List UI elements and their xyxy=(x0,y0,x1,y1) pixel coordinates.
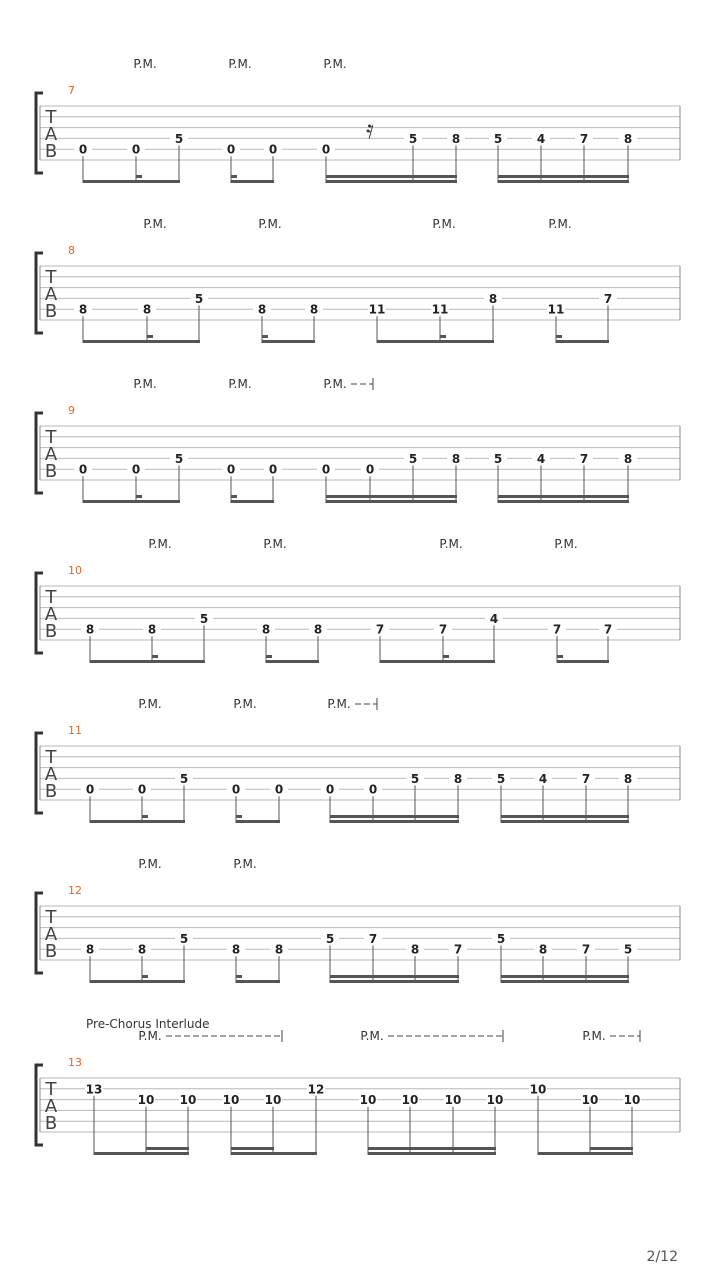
fret-number: 7 xyxy=(552,622,562,637)
tab-clef-letter: A xyxy=(44,1096,58,1117)
fret-number: 10 xyxy=(359,1093,377,1108)
fret-number: 8 xyxy=(137,942,147,957)
fret-number: 10 xyxy=(222,1093,240,1108)
fret-number: 0 xyxy=(85,782,95,797)
fret-number: 10 xyxy=(179,1093,197,1108)
fret-number: 7 xyxy=(581,942,591,957)
fret-number: 8 xyxy=(453,771,463,786)
beam xyxy=(231,180,274,183)
palm-mute-label: P.M. xyxy=(439,537,463,551)
tab-clef-letter: A xyxy=(44,764,58,785)
beam-stub xyxy=(443,655,449,658)
fret-number: 10 xyxy=(623,1093,641,1108)
fret-number: 10 xyxy=(581,1093,599,1108)
beam xyxy=(266,660,319,663)
fret-number: 7 xyxy=(579,131,589,146)
fret-number: 12 xyxy=(307,1082,325,1097)
sixteenth-rest: 𝄿 xyxy=(366,115,374,145)
palm-mute-label: P.M. xyxy=(263,537,287,551)
fret-number: 5 xyxy=(179,771,189,786)
tab-clef-letter: B xyxy=(44,141,58,162)
beam xyxy=(501,820,629,823)
fret-number: 5 xyxy=(493,131,503,146)
beam-stub xyxy=(147,335,153,338)
fret-number: 11 xyxy=(431,302,449,317)
palm-mute-label: P.M. xyxy=(582,1029,606,1043)
beam xyxy=(501,980,629,983)
fret-number: 5 xyxy=(410,771,420,786)
fret-number: 7 xyxy=(603,622,613,637)
beam xyxy=(538,1152,633,1155)
fret-number: 7 xyxy=(579,451,589,466)
beam xyxy=(262,340,315,343)
palm-mute-label: P.M. xyxy=(323,377,347,391)
tab-clef-letter: T xyxy=(45,747,57,768)
tab-clef-letter: T xyxy=(45,107,57,128)
beam xyxy=(94,1152,189,1155)
tab-clef-letter: B xyxy=(44,301,58,322)
measure-number: 13 xyxy=(68,1056,82,1069)
beam-stub xyxy=(236,815,242,818)
beam-secondary xyxy=(330,815,459,818)
palm-mute-label: P.M. xyxy=(133,377,157,391)
fret-number: 0 xyxy=(321,462,331,477)
beam xyxy=(236,820,280,823)
fret-number: 0 xyxy=(137,782,147,797)
beam-secondary xyxy=(498,175,629,178)
beam-secondary xyxy=(231,1147,274,1150)
tab-clef-letter: A xyxy=(44,604,58,625)
beam xyxy=(380,660,495,663)
fret-number: 8 xyxy=(313,622,323,637)
fret-number: 0 xyxy=(131,462,141,477)
beam xyxy=(330,980,459,983)
palm-mute-label: P.M. xyxy=(554,537,578,551)
beam xyxy=(236,980,280,983)
fret-number: 5 xyxy=(174,131,184,146)
fret-number: 7 xyxy=(581,771,591,786)
fret-number: 10 xyxy=(137,1093,155,1108)
fret-number: 5 xyxy=(408,451,418,466)
fret-number: 7 xyxy=(368,931,378,946)
fret-number: 8 xyxy=(231,942,241,957)
fret-number: 0 xyxy=(321,142,331,157)
tab-clef-letter: B xyxy=(44,781,58,802)
palm-mute-label: P.M. xyxy=(138,1029,162,1043)
fret-number: 8 xyxy=(78,302,88,317)
fret-number: 8 xyxy=(309,302,319,317)
tab-clef-letter: B xyxy=(44,621,58,642)
palm-mute-label: P.M. xyxy=(233,857,257,871)
beam-secondary xyxy=(590,1147,633,1150)
tab-system xyxy=(36,857,680,983)
beam xyxy=(90,660,205,663)
palm-mute-label: P.M. xyxy=(548,217,572,231)
fret-number: 0 xyxy=(325,782,335,797)
palm-mute-label: P.M. xyxy=(138,697,162,711)
beam-stub xyxy=(266,655,272,658)
beam xyxy=(83,340,200,343)
palm-mute-label: P.M. xyxy=(432,217,456,231)
fret-number: 8 xyxy=(261,622,271,637)
fret-number: 10 xyxy=(486,1093,504,1108)
fret-number: 0 xyxy=(78,462,88,477)
beam xyxy=(498,180,629,183)
tab-clef-letter: T xyxy=(45,267,57,288)
fret-number: 5 xyxy=(493,451,503,466)
fret-number: 5 xyxy=(623,942,633,957)
fret-number: 8 xyxy=(85,942,95,957)
fret-number: 5 xyxy=(325,931,335,946)
palm-mute-label: P.M. xyxy=(323,57,347,71)
beam xyxy=(377,340,494,343)
beam-secondary xyxy=(501,815,629,818)
beam-stub xyxy=(440,335,446,338)
tab-clef-letter: A xyxy=(44,444,58,465)
fret-number: 5 xyxy=(408,131,418,146)
fret-number: 0 xyxy=(268,462,278,477)
beam xyxy=(557,660,609,663)
tab-system xyxy=(36,537,680,663)
beam-secondary xyxy=(146,1147,189,1150)
fret-number: 0 xyxy=(231,782,241,797)
fret-number: 8 xyxy=(274,942,284,957)
fret-number: 5 xyxy=(199,611,209,626)
fret-number: 7 xyxy=(375,622,385,637)
measure-number: 10 xyxy=(68,564,82,577)
fret-number: 8 xyxy=(488,291,498,306)
beam-secondary xyxy=(368,1147,496,1150)
fret-number: 8 xyxy=(623,451,633,466)
measure-number: 8 xyxy=(68,244,75,257)
beam xyxy=(90,980,185,983)
tab-clef-letter: B xyxy=(44,941,58,962)
beam-secondary xyxy=(326,495,457,498)
beam xyxy=(556,340,609,343)
beam xyxy=(498,500,629,503)
fret-number: 5 xyxy=(496,931,506,946)
beam-secondary xyxy=(501,975,629,978)
fret-number: 7 xyxy=(603,291,613,306)
fret-number: 7 xyxy=(453,942,463,957)
beam xyxy=(326,500,457,503)
beam-secondary xyxy=(326,175,457,178)
fret-number: 5 xyxy=(179,931,189,946)
palm-mute-label: P.M. xyxy=(327,697,351,711)
beam xyxy=(330,820,459,823)
tab-clef-letter: B xyxy=(44,1113,58,1134)
page-number: 2/12 xyxy=(646,1249,678,1265)
fret-number: 0 xyxy=(131,142,141,157)
fret-number: 10 xyxy=(444,1093,462,1108)
beam xyxy=(90,820,185,823)
fret-number: 8 xyxy=(538,942,548,957)
fret-number: 8 xyxy=(623,131,633,146)
fret-number: 10 xyxy=(401,1093,419,1108)
fret-number: 8 xyxy=(410,942,420,957)
measure-number: 11 xyxy=(68,724,82,737)
tab-clef-letter: A xyxy=(44,924,58,945)
fret-number: 4 xyxy=(489,611,499,626)
palm-mute-label: P.M. xyxy=(228,57,252,71)
tab-clef-letter: T xyxy=(45,427,57,448)
beam-secondary xyxy=(498,495,629,498)
fret-number: 10 xyxy=(529,1082,547,1097)
fret-number: 7 xyxy=(438,622,448,637)
palm-mute-label: P.M. xyxy=(133,57,157,71)
beam xyxy=(326,180,457,183)
beam-stub xyxy=(136,495,142,498)
tab-clef-letter: A xyxy=(44,284,58,305)
fret-number: 4 xyxy=(536,131,546,146)
tab-clef-letter: B xyxy=(44,461,58,482)
beam xyxy=(231,500,274,503)
fret-number: 8 xyxy=(257,302,267,317)
beam-stub xyxy=(231,175,237,178)
palm-mute-label: P.M. xyxy=(148,537,172,551)
measure-number: 9 xyxy=(68,404,75,417)
measure-number: 12 xyxy=(68,884,82,897)
beam-stub xyxy=(136,175,142,178)
tab-system xyxy=(36,217,680,343)
measure-number: 7 xyxy=(68,84,75,97)
beam xyxy=(83,180,180,183)
palm-mute-label: P.M. xyxy=(138,857,162,871)
fret-number: 8 xyxy=(451,451,461,466)
fret-number: 5 xyxy=(194,291,204,306)
fret-number: 5 xyxy=(174,451,184,466)
fret-number: 0 xyxy=(78,142,88,157)
tab-clef-letter: T xyxy=(45,1079,57,1100)
fret-number: 0 xyxy=(226,462,236,477)
beam-secondary xyxy=(330,975,459,978)
tab-system xyxy=(36,1017,680,1155)
palm-mute-label: P.M. xyxy=(258,217,282,231)
beam xyxy=(231,1152,317,1155)
fret-number: 0 xyxy=(368,782,378,797)
fret-number: 8 xyxy=(451,131,461,146)
beam-stub xyxy=(142,815,148,818)
fret-number: 11 xyxy=(368,302,386,317)
fret-number: 4 xyxy=(536,451,546,466)
tab-clef-letter: T xyxy=(45,907,57,928)
fret-number: 8 xyxy=(623,771,633,786)
fret-number: 13 xyxy=(85,1082,103,1097)
beam-stub xyxy=(142,975,148,978)
fret-number: 8 xyxy=(142,302,152,317)
tab-clef-letter: A xyxy=(44,124,58,145)
palm-mute-label: P.M. xyxy=(228,377,252,391)
beam-stub xyxy=(236,975,242,978)
beam-stub xyxy=(556,335,562,338)
beam xyxy=(83,500,180,503)
fret-number: 8 xyxy=(85,622,95,637)
tab-system xyxy=(36,57,680,183)
fret-number: 10 xyxy=(264,1093,282,1108)
fret-number: 5 xyxy=(496,771,506,786)
tab-system xyxy=(36,377,680,503)
palm-mute-label: P.M. xyxy=(143,217,167,231)
beam-stub xyxy=(152,655,158,658)
palm-mute-label: P.M. xyxy=(360,1029,384,1043)
fret-number: 8 xyxy=(147,622,157,637)
tab-system xyxy=(36,697,680,823)
beam xyxy=(368,1152,496,1155)
fret-number: 0 xyxy=(274,782,284,797)
beam-stub xyxy=(262,335,268,338)
fret-number: 0 xyxy=(226,142,236,157)
fret-number: 0 xyxy=(268,142,278,157)
fret-number: 0 xyxy=(365,462,375,477)
beam-stub xyxy=(557,655,563,658)
fret-number: 4 xyxy=(538,771,548,786)
fret-number: 11 xyxy=(547,302,565,317)
tab-clef-letter: T xyxy=(45,587,57,608)
beam-stub xyxy=(231,495,237,498)
palm-mute-label: P.M. xyxy=(233,697,257,711)
section-label: Pre-Chorus Interlude xyxy=(86,1017,210,1031)
